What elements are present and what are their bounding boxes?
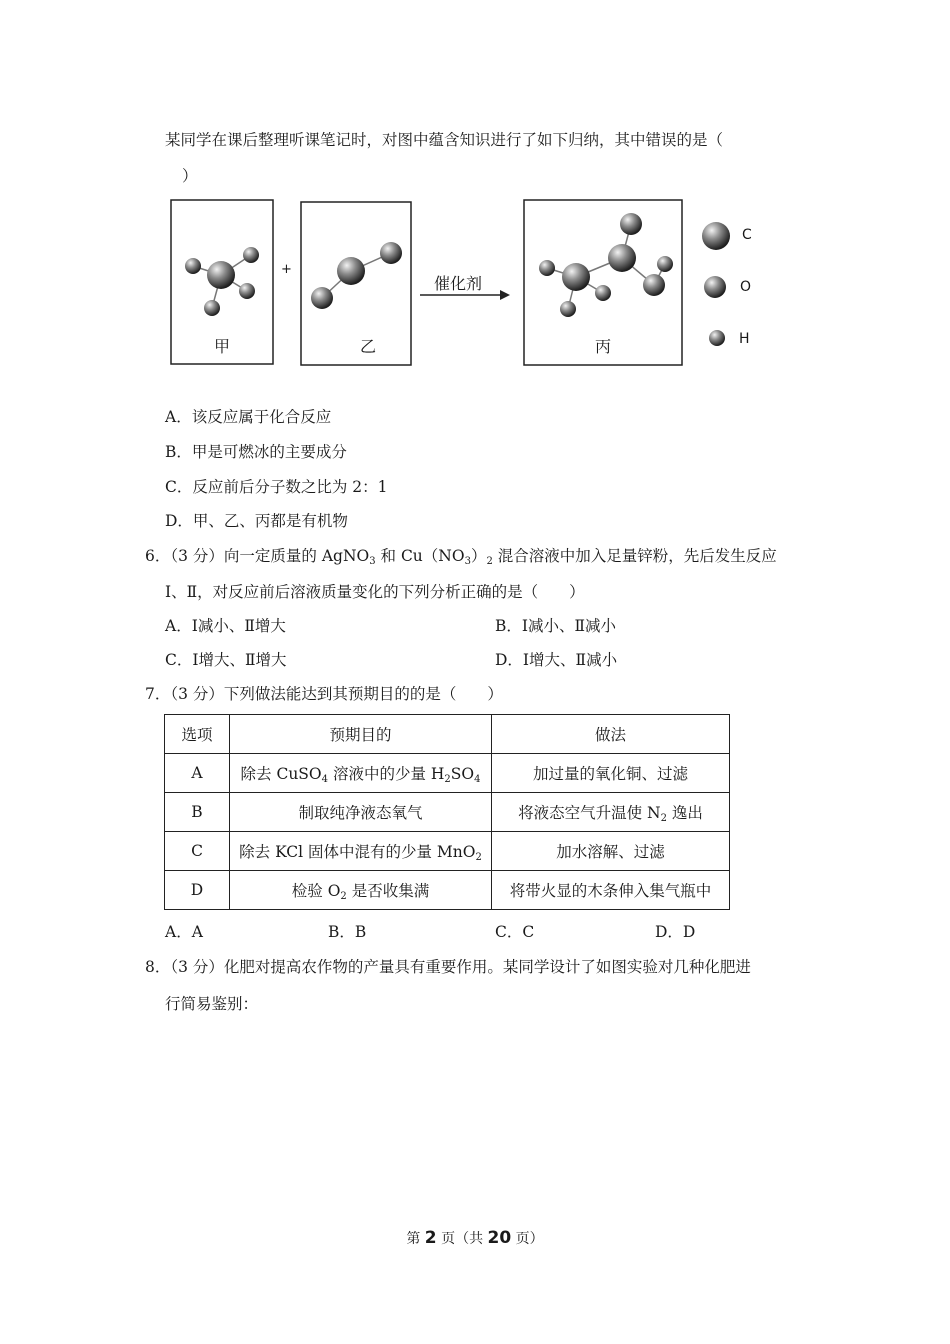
q7-answer-d: D．D bbox=[655, 923, 696, 941]
header-purpose: 预期目的 bbox=[230, 715, 492, 754]
q6-option-a: A．Ⅰ减小、Ⅱ增大 bbox=[165, 617, 286, 635]
page-number: 2 bbox=[424, 1228, 437, 1248]
row-purpose: 制取纯净液态氧气 bbox=[230, 793, 492, 832]
q7-answer-a: A．A bbox=[165, 923, 203, 941]
catalyst-label: 催化剂 bbox=[434, 274, 483, 293]
h-atom bbox=[539, 260, 555, 276]
table-header-row bbox=[165, 715, 730, 754]
q7-stem: 7．（3 分）下列做法能达到其预期目的的是（ ） bbox=[145, 685, 503, 703]
row-method: 将液态空气升温使 $N_2$ 逸出 bbox=[492, 793, 730, 832]
header-method: 做法 bbox=[492, 715, 730, 754]
c-atom bbox=[337, 257, 365, 285]
q8-stem-line1: 8．（3 分）化肥对提高农作物的产量具有重要作用。某同学设计了如图实验对几种化肥进 bbox=[145, 958, 751, 976]
q6-option-b: B．Ⅰ减小、Ⅱ减小 bbox=[495, 617, 617, 635]
h-atom bbox=[560, 301, 576, 317]
row-method: 将带火显的木条伸入集气瓶中 bbox=[492, 871, 730, 910]
plus-sign: + bbox=[281, 262, 292, 277]
label-jia: 甲 bbox=[214, 337, 231, 356]
h-atom bbox=[243, 247, 259, 263]
q7-answer-c: C．C bbox=[495, 923, 535, 941]
legend-o-ball bbox=[704, 276, 726, 298]
q6-option-d: D．Ⅰ增大、Ⅱ减小 bbox=[495, 651, 618, 669]
molecule-diagram bbox=[0, 0, 950, 380]
q8-stem-line2: 行简易鉴别： bbox=[165, 995, 259, 1013]
q5-option-b: B．甲是可燃冰的主要成分 bbox=[165, 443, 347, 461]
page-total: 20 bbox=[487, 1228, 512, 1248]
q6-option-c: C．Ⅰ增大、Ⅱ增大 bbox=[165, 651, 287, 669]
row-option: B bbox=[165, 793, 230, 832]
h-atom bbox=[239, 283, 255, 299]
table-row bbox=[165, 754, 730, 793]
q7-answer-b: B．B bbox=[328, 923, 367, 941]
o-atom bbox=[643, 274, 665, 296]
o-atom bbox=[311, 287, 333, 309]
arrow-head bbox=[500, 290, 510, 300]
row-purpose: 除去 CuSO$_4$ 溶液中的少量 $H_2SO_4$ bbox=[230, 754, 492, 793]
h-atom bbox=[595, 285, 611, 301]
label-bing: 丙 bbox=[595, 337, 612, 356]
row-method: 加过量的氧化铜、过滤 bbox=[492, 754, 730, 793]
o-atom bbox=[380, 242, 402, 264]
h-atom bbox=[657, 256, 673, 272]
q5-stem-line1: 某同学在课后整理听课笔记时，对图中蕴含知识进行了如下归纳，其中错误的是（ bbox=[165, 131, 724, 149]
c-atom bbox=[562, 263, 590, 291]
c-atom bbox=[207, 261, 235, 289]
row-option: A bbox=[165, 754, 230, 793]
row-option: D bbox=[165, 871, 230, 910]
legend-h: H bbox=[739, 331, 750, 347]
table-row bbox=[165, 793, 730, 832]
legend-c-ball bbox=[702, 222, 730, 250]
h-atom bbox=[204, 300, 220, 316]
q5-option-a: A．该反应属于化合反应 bbox=[165, 408, 332, 426]
c-atom bbox=[608, 244, 636, 272]
q6-stem-line1: 6．（3 分）向一定质量的 AgNO$_3$ 和 $Cu(NO_3)_2$ 混合溶液中加入足量锌粉，先后发生反应 bbox=[145, 547, 777, 567]
q7-table bbox=[164, 714, 730, 910]
page-footer: 第 2 页（共 20 页） bbox=[406, 1228, 544, 1248]
q5-option-c: C．反应前后分子数之比为 2：1 bbox=[165, 478, 388, 496]
header-option: 选项 bbox=[165, 715, 230, 754]
h-atom bbox=[185, 258, 201, 274]
table-row bbox=[165, 832, 730, 871]
q5-stem-line2: ） bbox=[182, 167, 198, 185]
q5-option-d: D．甲、乙、丙都是有机物 bbox=[165, 512, 348, 530]
legend-c: C bbox=[742, 227, 752, 243]
row-option: C bbox=[165, 832, 230, 871]
o-atom bbox=[620, 213, 642, 235]
row-method: 加水溶解、过滤 bbox=[492, 832, 730, 871]
row-purpose: 检验 $O_2$ 是否收集满 bbox=[230, 871, 492, 910]
legend-h-ball bbox=[709, 330, 725, 346]
q6-stem-line2: Ⅰ、Ⅱ，对反应前后溶液质量变化的下列分析正确的是（ ） bbox=[165, 583, 585, 601]
table-row bbox=[165, 871, 730, 910]
row-purpose: 除去 KCl 固体中混有的少量 MnO$_2$ bbox=[230, 832, 492, 871]
label-yi: 乙 bbox=[360, 337, 377, 356]
legend-o: O bbox=[740, 279, 752, 295]
